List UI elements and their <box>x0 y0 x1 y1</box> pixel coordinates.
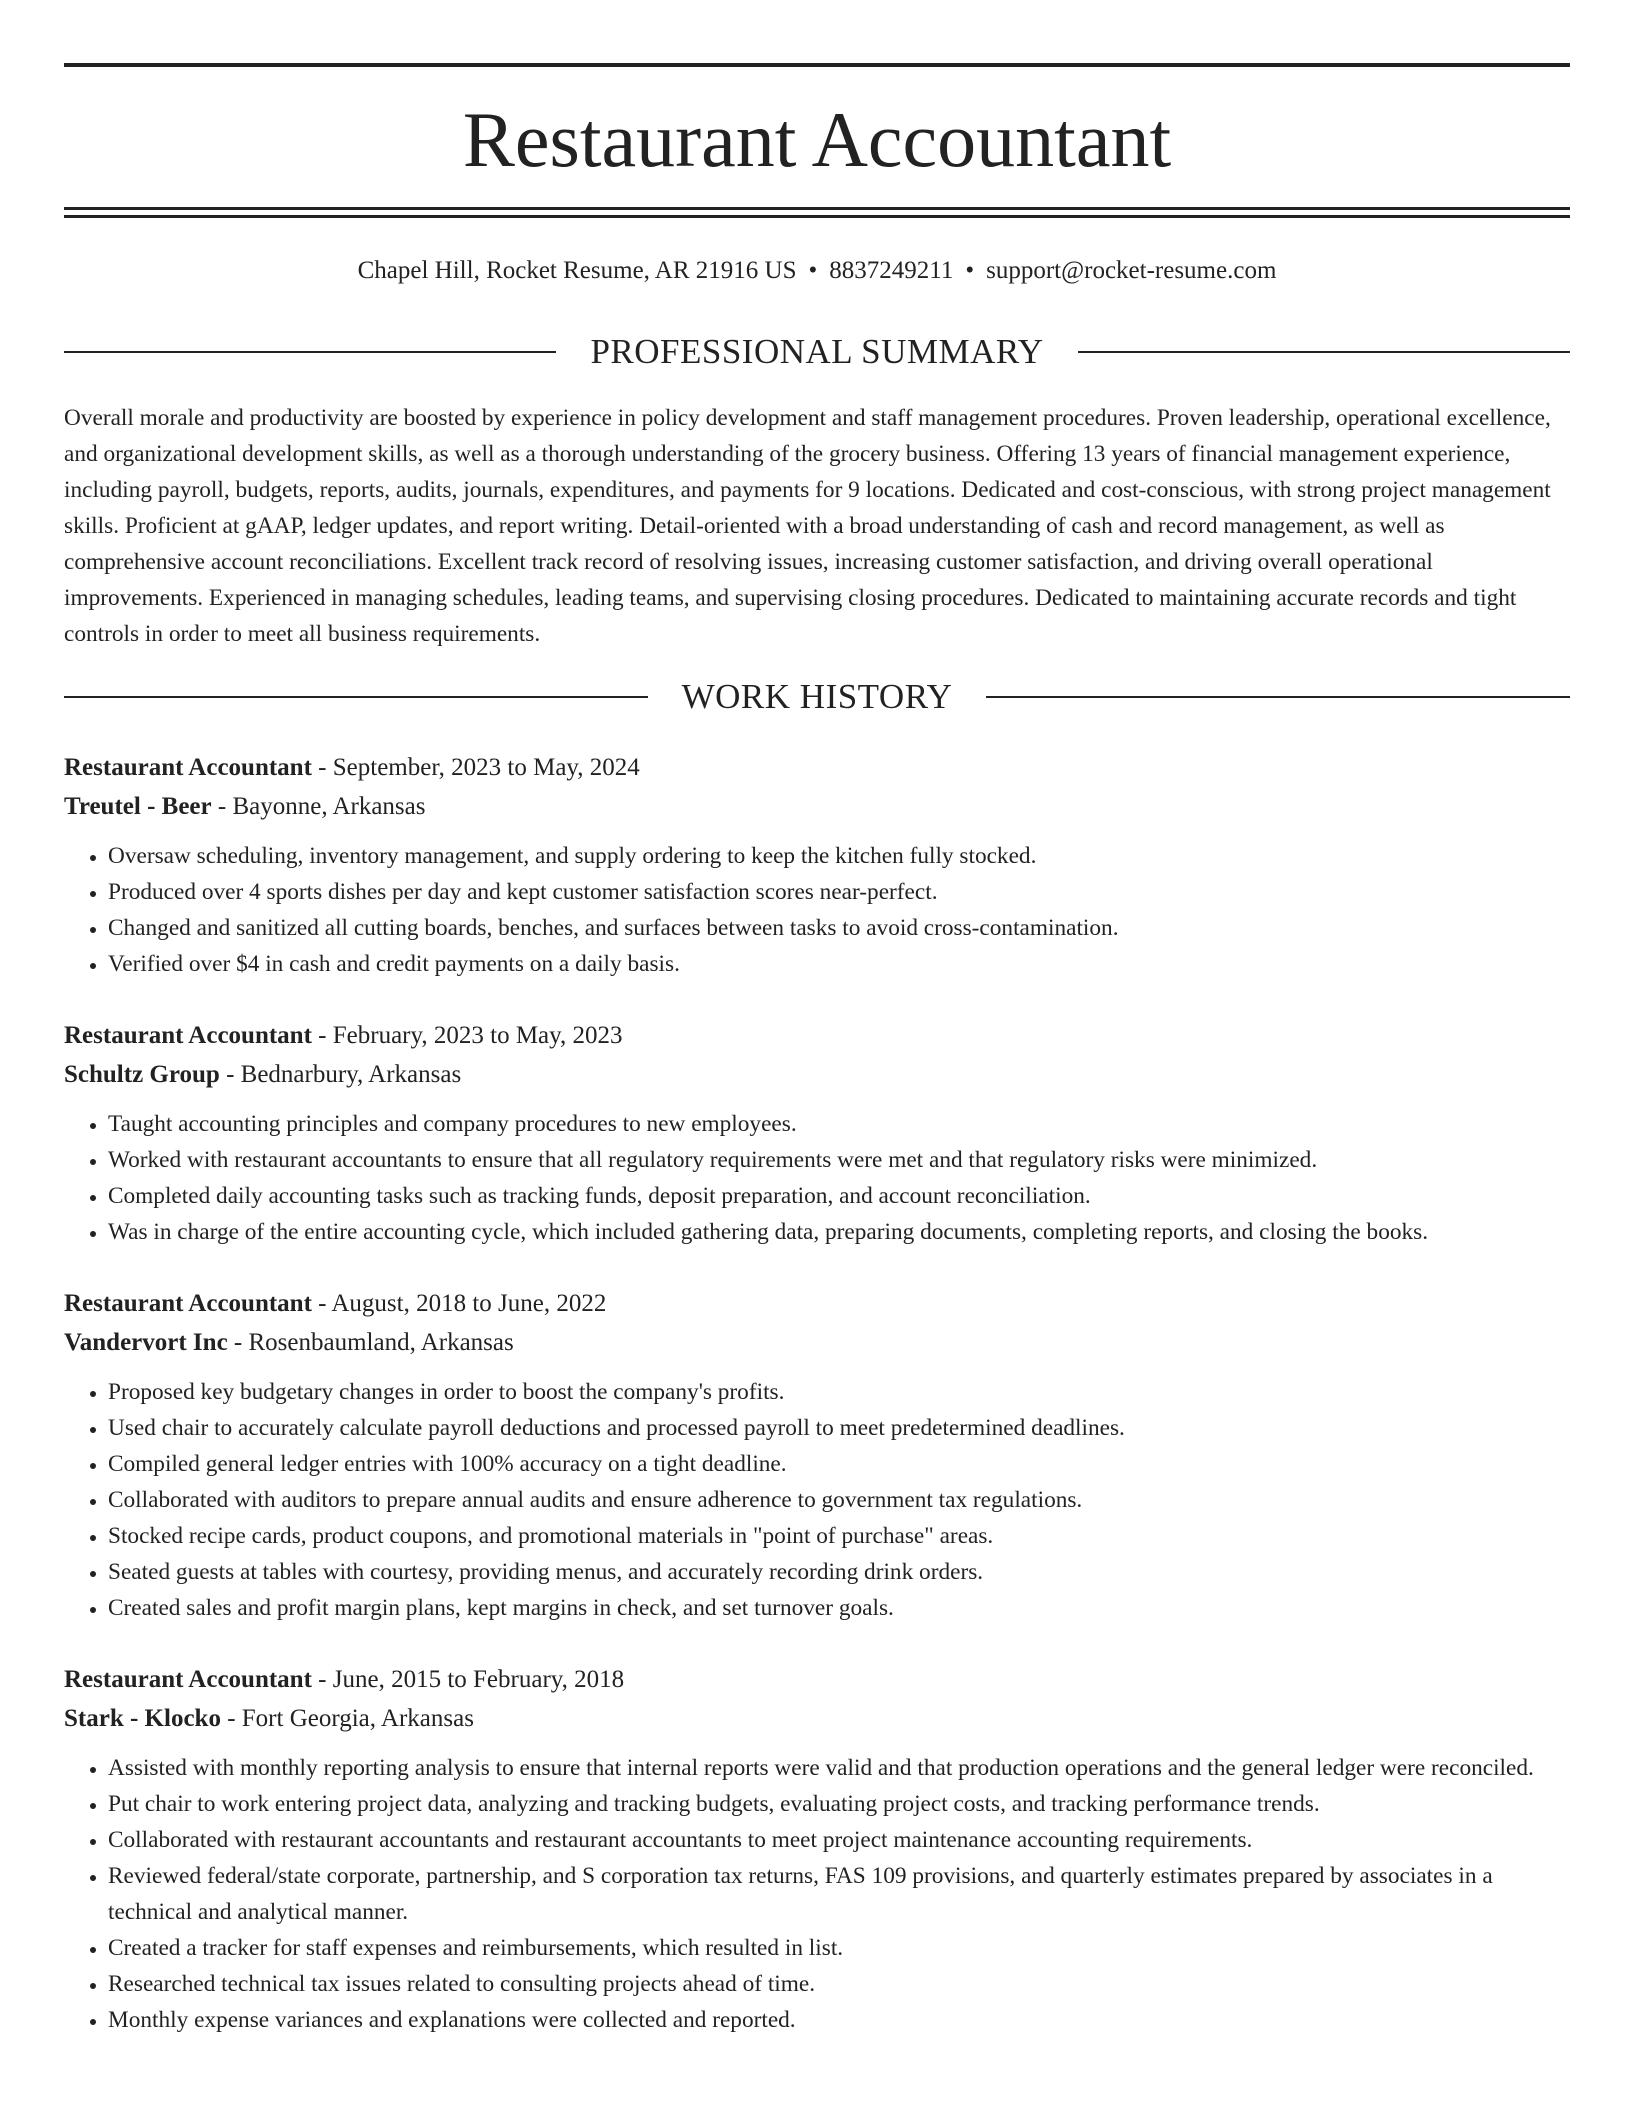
heading-rule-left <box>64 696 648 698</box>
job-bullet: • Verified over $4 in cash and credit payments on a daily basis. <box>108 946 1570 982</box>
heading-rule-left <box>64 351 556 353</box>
summary-text: Overall morale and productivity are boosted by experience in policy development and staff management procedures. Proven leadership, operational excellence, and organizational development skills, as well as a thorough understanding of the grocery business. Offering 13 years of financial management experience, including payroll, budgets, reports, audits, journals, expenditures, and payments for 9 locations. Dedicated and cost-conscious, with strong project management skills. Proficient at gAAP, ledger updates, and report writing. Detail-oriented with a broad understanding of cash and record management, as well as comprehensive account reconciliations. Excellent track record of resolving issues, increasing customer satisfaction, and driving overall operational improvements. Experienced in managing schedules, leading teams, and supervising closing procedures. Dedicated to maintaining accurate records and tight controls in order to meet all business requirements. <box>64 405 1551 647</box>
job-bullet: • Seated guests at tables with courtesy, providing menus, and accurately recording drink orders. <box>108 1554 1570 1590</box>
job-bullet: • Produced over 4 sports dishes per day and kept customer satisfaction scores near-perfect. <box>108 874 1570 910</box>
job-bullet: • Assisted with monthly reporting analysis to ensure that internal reports were valid and that production operations and the general ledger were reconciled. <box>108 1750 1570 1786</box>
job-company-line <box>64 1055 1570 1094</box>
job-title-line <box>64 748 1570 787</box>
job-entry <box>64 748 1570 982</box>
contact-phone: 8837249211 <box>829 257 954 284</box>
job-title: Restaurant Accountant <box>64 1022 312 1049</box>
work-history-heading-label: WORK HISTORY <box>681 677 953 716</box>
job-location: - Bednarbury, Arkansas <box>219 1061 462 1088</box>
contact-separator: • <box>965 257 975 284</box>
job-company-line <box>64 1699 1570 1738</box>
title-rule-upper <box>64 207 1570 210</box>
job-company: Vandervort Inc <box>64 1329 228 1356</box>
job-list <box>64 748 1570 2072</box>
top-rule <box>64 63 1570 67</box>
job-location: - Rosenbaumland, Arkansas <box>227 1329 514 1356</box>
job-bullet: • Reviewed federal/state corporate, partnership, and S corporation tax returns, FAS 109 provisions, and quarterly estimates prepared by associates in a technical and analytical manner. <box>108 1858 1570 1930</box>
job-bullet: • Changed and sanitized all cutting boards, benches, and surfaces between tasks to avoid cross-contamination. <box>108 910 1570 946</box>
title-rule-lower <box>64 215 1570 218</box>
work-history-heading <box>64 677 1570 717</box>
job-location: - Fort Georgia, Arkansas <box>220 1705 474 1732</box>
job-bullet-list <box>64 1374 1570 1626</box>
job-bullet: • Worked with restaurant accountants to ensure that all regulatory requirements were met and that regulatory risks were minimized. <box>108 1142 1570 1178</box>
job-title-line <box>64 1284 1570 1323</box>
job-title: Restaurant Accountant <box>64 1290 312 1317</box>
job-bullet: • Stocked recipe cards, product coupons, and promotional materials in "point of purchase" areas. <box>108 1518 1570 1554</box>
job-entry <box>64 1016 1570 1250</box>
summary-heading <box>64 332 1570 372</box>
job-dates: - September, 2023 to May, 2024 <box>311 754 640 781</box>
job-title: Restaurant Accountant <box>64 754 312 781</box>
resume-title: Restaurant Accountant <box>462 96 1172 183</box>
contact-email: support@rocket-resume.com <box>986 257 1277 284</box>
job-bullet: • Put chair to work entering project data, analyzing and tracking budgets, evaluating project costs, and tracking performance trends. <box>108 1786 1570 1822</box>
job-dates: - February, 2023 to May, 2023 <box>311 1022 623 1049</box>
job-bullet: • Monthly expense variances and explanations were collected and reported. <box>108 2002 1570 2038</box>
job-entry <box>64 1660 1570 2038</box>
job-bullet: • Was in charge of the entire accounting cycle, which included gathering data, preparing documents, completing reports, and closing the books. <box>108 1214 1570 1250</box>
job-bullet-list <box>64 838 1570 982</box>
job-bullet: • Proposed key budgetary changes in order to boost the company's profits. <box>108 1374 1570 1410</box>
job-bullet: • Oversaw scheduling, inventory management, and supply ordering to keep the kitchen fully stocked. <box>108 838 1570 874</box>
contact-separator: • <box>808 257 818 284</box>
job-company: Stark - Klocko <box>64 1705 221 1732</box>
job-dates: - August, 2018 to June, 2022 <box>311 1290 607 1317</box>
job-location: - Bayonne, Arkansas <box>211 793 426 820</box>
job-bullet: • Researched technical tax issues related to consulting projects ahead of time. <box>108 1966 1570 2002</box>
job-bullet: • Collaborated with auditors to prepare annual audits and ensure adherence to government tax regulations. <box>108 1482 1570 1518</box>
job-title: Restaurant Accountant <box>64 1666 312 1693</box>
contact-line <box>64 254 1570 288</box>
job-bullet-list <box>64 1106 1570 1250</box>
summary-heading-label: PROFESSIONAL SUMMARY <box>590 332 1044 371</box>
job-company: Treutel - Beer <box>64 793 212 820</box>
contact-address: Chapel Hill, Rocket Resume, AR 21916 US <box>357 257 797 284</box>
job-entry <box>64 1284 1570 1626</box>
job-dates: - June, 2015 to February, 2018 <box>311 1666 625 1693</box>
job-company-line <box>64 787 1570 826</box>
job-bullet: • Completed daily accounting tasks such as tracking funds, deposit preparation, and account reconciliation. <box>108 1178 1570 1214</box>
job-bullet: • Collaborated with restaurant accountants and restaurant accountants to meet project maintenance accounting requirements. <box>108 1822 1570 1858</box>
job-bullet: • Used chair to accurately calculate payroll deductions and processed payroll to meet predetermined deadlines. <box>108 1410 1570 1446</box>
job-bullet: • Taught accounting principles and company procedures to new employees. <box>108 1106 1570 1142</box>
job-title-line <box>64 1660 1570 1699</box>
heading-rule-right <box>1078 351 1570 353</box>
job-title-line <box>64 1016 1570 1055</box>
heading-rule-right <box>986 696 1570 698</box>
job-company: Schultz Group <box>64 1061 220 1088</box>
job-bullet: • Compiled general ledger entries with 100% accuracy on a tight deadline. <box>108 1446 1570 1482</box>
job-bullet-list <box>64 1750 1570 2038</box>
job-bullet: • Created a tracker for staff expenses and reimbursements, which resulted in list. <box>108 1930 1570 1966</box>
job-bullet: • Created sales and profit margin plans, kept margins in check, and set turnover goals. <box>108 1590 1570 1626</box>
job-company-line <box>64 1323 1570 1362</box>
